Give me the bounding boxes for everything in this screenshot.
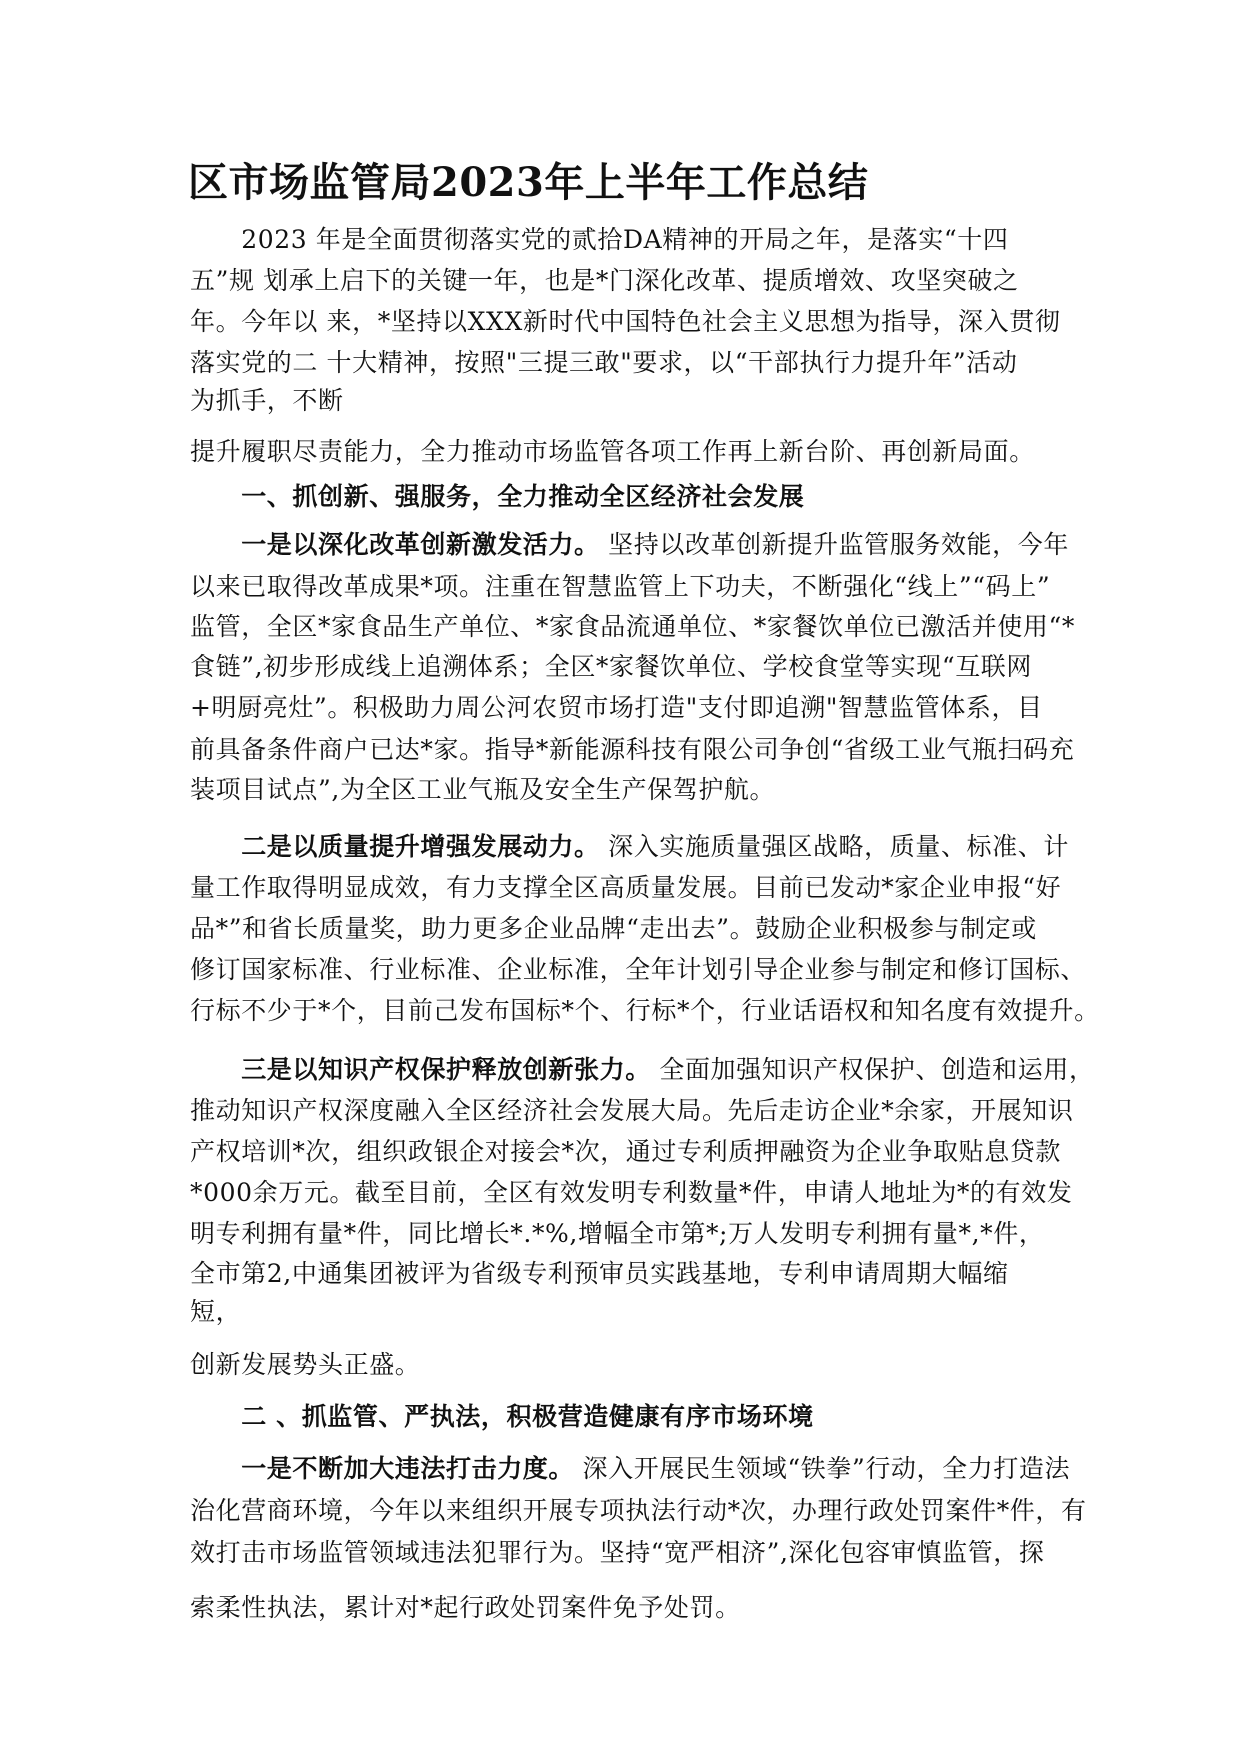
intro-line-1: 2023 年是全面贯彻落实党的贰拾DA精神的开局之年，是落实“十四 xyxy=(190,225,1009,254)
s1-p3-line-3: 产权培训*次，组织政银企对接会*次，通过专利质押融资为企业争取贴息贷款 xyxy=(190,1137,1062,1166)
s1-p1-line-1-text: 坚持以改革创新提升监管服务效能，今年 xyxy=(599,530,1069,559)
s1-p1-lead: 一是以深化改革创新激发活力。 xyxy=(190,530,600,559)
s1-p2-line-5: 行标不少于*个，目前己发布国标*个、行标*个，行业话语权和知名度有效提升。 xyxy=(190,996,1100,1025)
s1-p3-lead: 三是以知识产权保护释放创新张力。 xyxy=(190,1055,651,1084)
intro-line-6: 提升履职尽责能力，全力推动市场监管各项工作再上新台阶、再创新局面。 xyxy=(190,437,1035,466)
s1-p2-line-2: 量工作取得明显成效，有力支撑全区高质量发展。目前已发动*家企业申报“好 xyxy=(190,873,1062,902)
s2-p1-line-2: 治化营商环境，今年以来组织开展专项执法行动*次，办理行政处罚案件*件，有 xyxy=(190,1496,1087,1525)
s1-p3-line-2: 推动知识产权深度融入全区经济社会发展大局。先后走访企业*余家，开展知识 xyxy=(190,1096,1074,1125)
s2-p1-lead: 一是不断加大违法打击力度。 xyxy=(190,1454,575,1483)
s1-p1-line-3: 监管，全区*家食品生产单位、*家食品流通单位、*家餐饮单位已激活并使用“* xyxy=(190,612,1075,641)
s2-p1-line-4: 索柔性执法，累计对*起行政处罚案件免予处罚。 xyxy=(190,1593,741,1622)
section-2-heading: 二 、抓监管、严执法，积极营造健康有序市场环境 xyxy=(190,1402,814,1431)
s1-p1-line-6: 前具备条件商户已达*家。指导*新能源科技有限公司争创“省级工业气瓶扫码充 xyxy=(190,735,1075,764)
s2-p1-line-1-text: 深入开展民生领域“铁拳”行动，全力打造法 xyxy=(574,1454,1071,1483)
s1-p1-line-2: 以来已取得改革成果*项。注重在智慧监管上下功夫，不断强化“线上”“码上” xyxy=(190,572,1051,601)
document-title: 区市场监管局2023年上半年工作总结 xyxy=(188,159,869,206)
s1-p2-line-4: 修订国家标准、行业标准、企业标准，全年计划引导企业参与制定和修订国标、 xyxy=(190,955,1087,984)
s1-p2-line-1 xyxy=(190,830,1069,864)
s1-p3-line-7: 短， xyxy=(190,1297,242,1326)
s1-p2-line-1-text: 深入实施质量强区战略，质量、标准、计 xyxy=(599,832,1069,861)
s1-p3-line-5: 明专利拥有量*件，同比增长*.*%,增幅全市第*;万人发明专利拥有量*,*件， xyxy=(190,1219,1045,1248)
s1-p1-line-5: +明厨亮灶”。积极助力周公河农贸市场打造"支付即追溯"智慧监管体系，目 xyxy=(190,693,1043,722)
intro-line-3: 年。今年以 来，*坚持以XXX新时代中国特色社会主义思想为指导，深入贯彻 xyxy=(190,307,1061,336)
s1-p2-lead: 二是以质量提升增强发展动力。 xyxy=(190,832,600,861)
s2-p1-line-1 xyxy=(190,1452,1070,1486)
intro-line-5: 为抓手，不断 xyxy=(190,386,344,415)
s1-p3-line-1 xyxy=(190,1053,1095,1087)
s1-p1-line-1 xyxy=(190,528,1069,562)
s1-p3-line-1-text: 全面加强知识产权保护、创造和运用， xyxy=(650,1055,1095,1084)
s1-p2-line-3: 品*”和省长质量奖，助力更多企业品牌“走出去”。鼓励企业积极参与制定或 xyxy=(190,914,1037,943)
intro-line-2: 五”规 划承上启下的关键一年，也是*门深化改革、提质增效、攻坚突破之 xyxy=(190,266,1019,295)
s2-p1-line-3: 效打击市场监管领域违法犯罪行为。坚持“宽严相济”,深化包容审慎监管，探 xyxy=(190,1538,1045,1567)
s1-p3-line-4: *000余万元。截至目前，全区有效发明专利数量*件，申请人地址为*的有效发 xyxy=(190,1178,1073,1207)
intro-line-4: 落实党的二 十大精神，按照"三提三敢"要求，以“干部执行力提升年”活动 xyxy=(190,348,1018,377)
s1-p3-line-8: 创新发展势头正盛。 xyxy=(190,1350,421,1379)
s1-p1-line-4: 食链”,初步形成线上追溯体系；全区*家餐饮单位、学校食堂等实现“互联网 xyxy=(190,652,1033,681)
s1-p1-line-7: 装项目试点”,为全区工业气瓶及安全生产保驾护航。 xyxy=(190,775,776,804)
section-1-heading: 一、抓创新、强服务，全力推动全区经济社会发展 xyxy=(190,482,805,511)
s1-p3-line-6: 全市第2,中通集团被评为省级专利预审员实践基地，专利申请周期大幅缩 xyxy=(190,1259,1009,1288)
